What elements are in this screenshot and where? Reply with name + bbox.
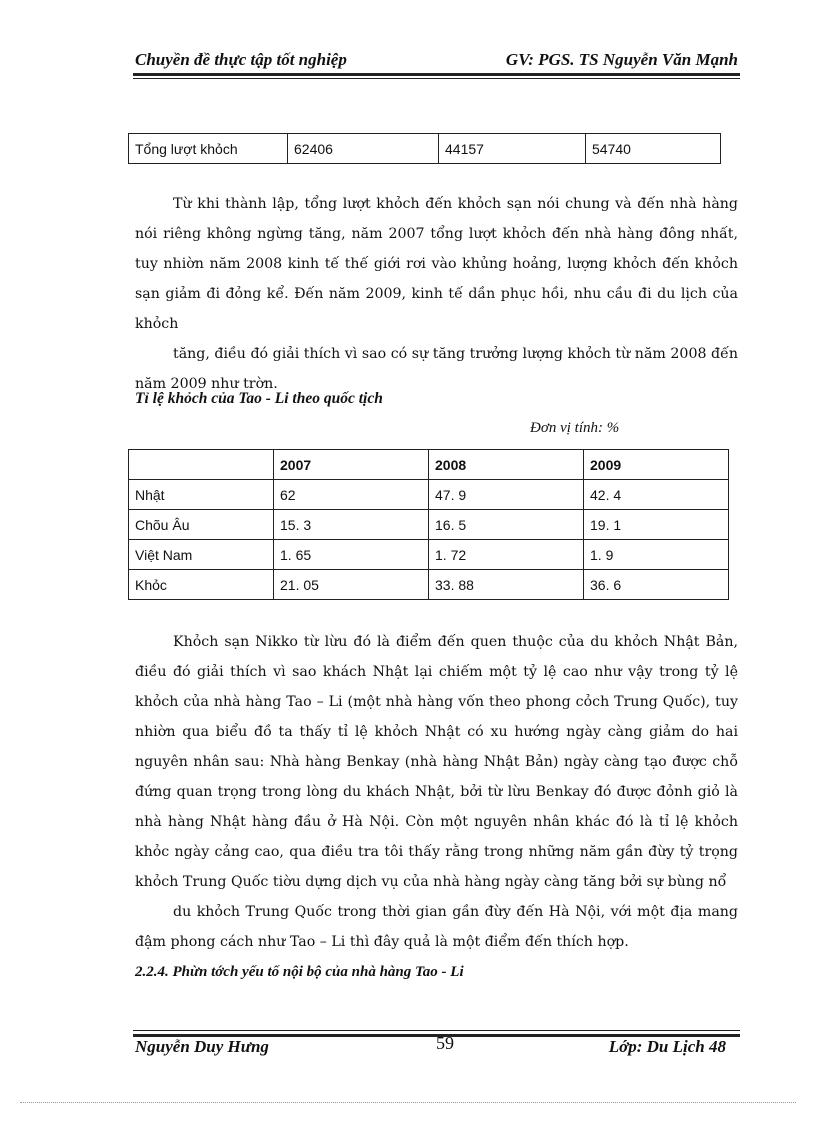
table-cell: 33. 88 <box>429 570 584 600</box>
table-cell: Chõu Âu <box>129 510 274 540</box>
paragraph-line: Khỏch sạn Nikko từ lừu đó là điểm đến quen thuộc của du khỏch Nhật Bản, điều đó giải thích vì sao khách Nhật lại chiếm một tỷ lệ cao như vậy trong tỷ lệ khỏch của nhà hàng Tao – Li (một nhà hàng vốn theo phong cỏch Trung Quốc), tuy nhiờn qua biểu đồ ta thấy tỉ lệ khỏch Nhật có xu hướng ngày càng giảm do hai nguyên nhân sau: Nhà hàng Benkay (nhà hàng Nhật Bản) ngày càng tạo được chỗ đứng quan trọng trong lòng du khách Nhật, bởi từ lừu Benkay đó được đỏnh giỏ là nhà hàng Nhật hàng đầu ở Hà Nội. Còn một nguyên nhân khác đó là tỉ lệ khỏch khỏc ngày cảng cao, qua điều tra tôi thấy rằng trong những năm gần đừy tỷ trọng khỏch Trung Quốc tiờu dựng dịch vụ của nhà hàng ngày càng tăng bởi sự bùng nổ <box>135 634 738 890</box>
table-row <box>129 510 729 540</box>
nationality-ratio-table <box>128 449 729 600</box>
table-header-cell <box>129 450 274 480</box>
visitor-total-table <box>128 133 721 164</box>
header-rule-thin <box>133 78 740 79</box>
header-advisor: GV: PGS. TS Nguyễn Văn Mạnh <box>505 50 738 69</box>
table-cell: 47. 9 <box>429 480 584 510</box>
section-heading: 2.2.4. Phừn tớch yếu tố nội bộ của nhà hàng Tao - Li <box>135 964 464 980</box>
footer-rule-thin <box>133 1030 740 1031</box>
table-header-cell: 2007 <box>274 450 429 480</box>
table-cell: 1. 9 <box>584 540 729 570</box>
paragraph-line: du khỏch Trung Quốc trong thời gian gần đừy đến Hà Nội, với một địa mang đậm phong cách như Tao – Li thì đây quả là một điểm đến thích hợp. <box>135 904 738 950</box>
table-cell: Việt Nam <box>129 540 274 570</box>
table-cell: 16. 5 <box>429 510 584 540</box>
table-caption: Tỉ lệ khỏch của Tao - Li theo quốc tịch <box>135 390 383 407</box>
paragraph-growth <box>135 189 738 399</box>
table-cell: 62406 <box>288 134 439 164</box>
header-course-title: Chuyền đề thực tập tốt nghiệp <box>135 50 347 69</box>
table-cell: 62 <box>274 480 429 510</box>
table-cell: 1. 65 <box>274 540 429 570</box>
table-header-cell: 2008 <box>429 450 584 480</box>
paragraph-line: Từ khi thành lập, tổng lượt khỏch đến khỏch sạn nói chung và đến nhà hàng nói riêng không ngừng tăng, năm 2007 tổng lượt khỏch đến nhà hàng đông nhất, tuy nhiờn năm 2008 kinh tế thế giới rơi vào khủng hoảng, lượng khỏch đến khỏch sạn giảm đi đỏng kể. Đến năm 2009, kinh tế dần phục hồi, nhu cầu đi du lịch của khỏch <box>135 196 738 332</box>
table-cell: 15. 3 <box>274 510 429 540</box>
table-cell: 21. 05 <box>274 570 429 600</box>
table-row <box>129 570 729 600</box>
table-cell: 36. 6 <box>584 570 729 600</box>
unit-label: Đơn vị tính: % <box>530 420 620 436</box>
footer-author: Nguyễn Duy Hưng <box>135 1037 269 1056</box>
paragraph-line: tăng, điều đó giải thích vì sao có sự tăng trưởng lượng khỏch từ năm 2008 đến năm 2009 như trờn. <box>135 346 738 392</box>
table-header-cell: 2009 <box>584 450 729 480</box>
footer-class: Lớp: Du Lịch 48 <box>608 1037 726 1056</box>
table-row <box>129 134 721 164</box>
page-edge-divider <box>20 1102 796 1103</box>
table-cell: 42. 4 <box>584 480 729 510</box>
table-header-row <box>129 450 729 480</box>
table-row <box>129 480 729 510</box>
header-rule-thick <box>133 73 740 76</box>
table-cell: 44157 <box>439 134 586 164</box>
table-cell: 54740 <box>586 134 721 164</box>
table-cell: Tổng lượt khỏch <box>129 134 288 164</box>
table-row <box>129 540 729 570</box>
page-number: 59 <box>436 1033 454 1053</box>
table-cell: Khỏc <box>129 570 274 600</box>
table-cell: 19. 1 <box>584 510 729 540</box>
table-cell: Nhật <box>129 480 274 510</box>
table-cell: 1. 72 <box>429 540 584 570</box>
paragraph-analysis <box>135 627 738 957</box>
